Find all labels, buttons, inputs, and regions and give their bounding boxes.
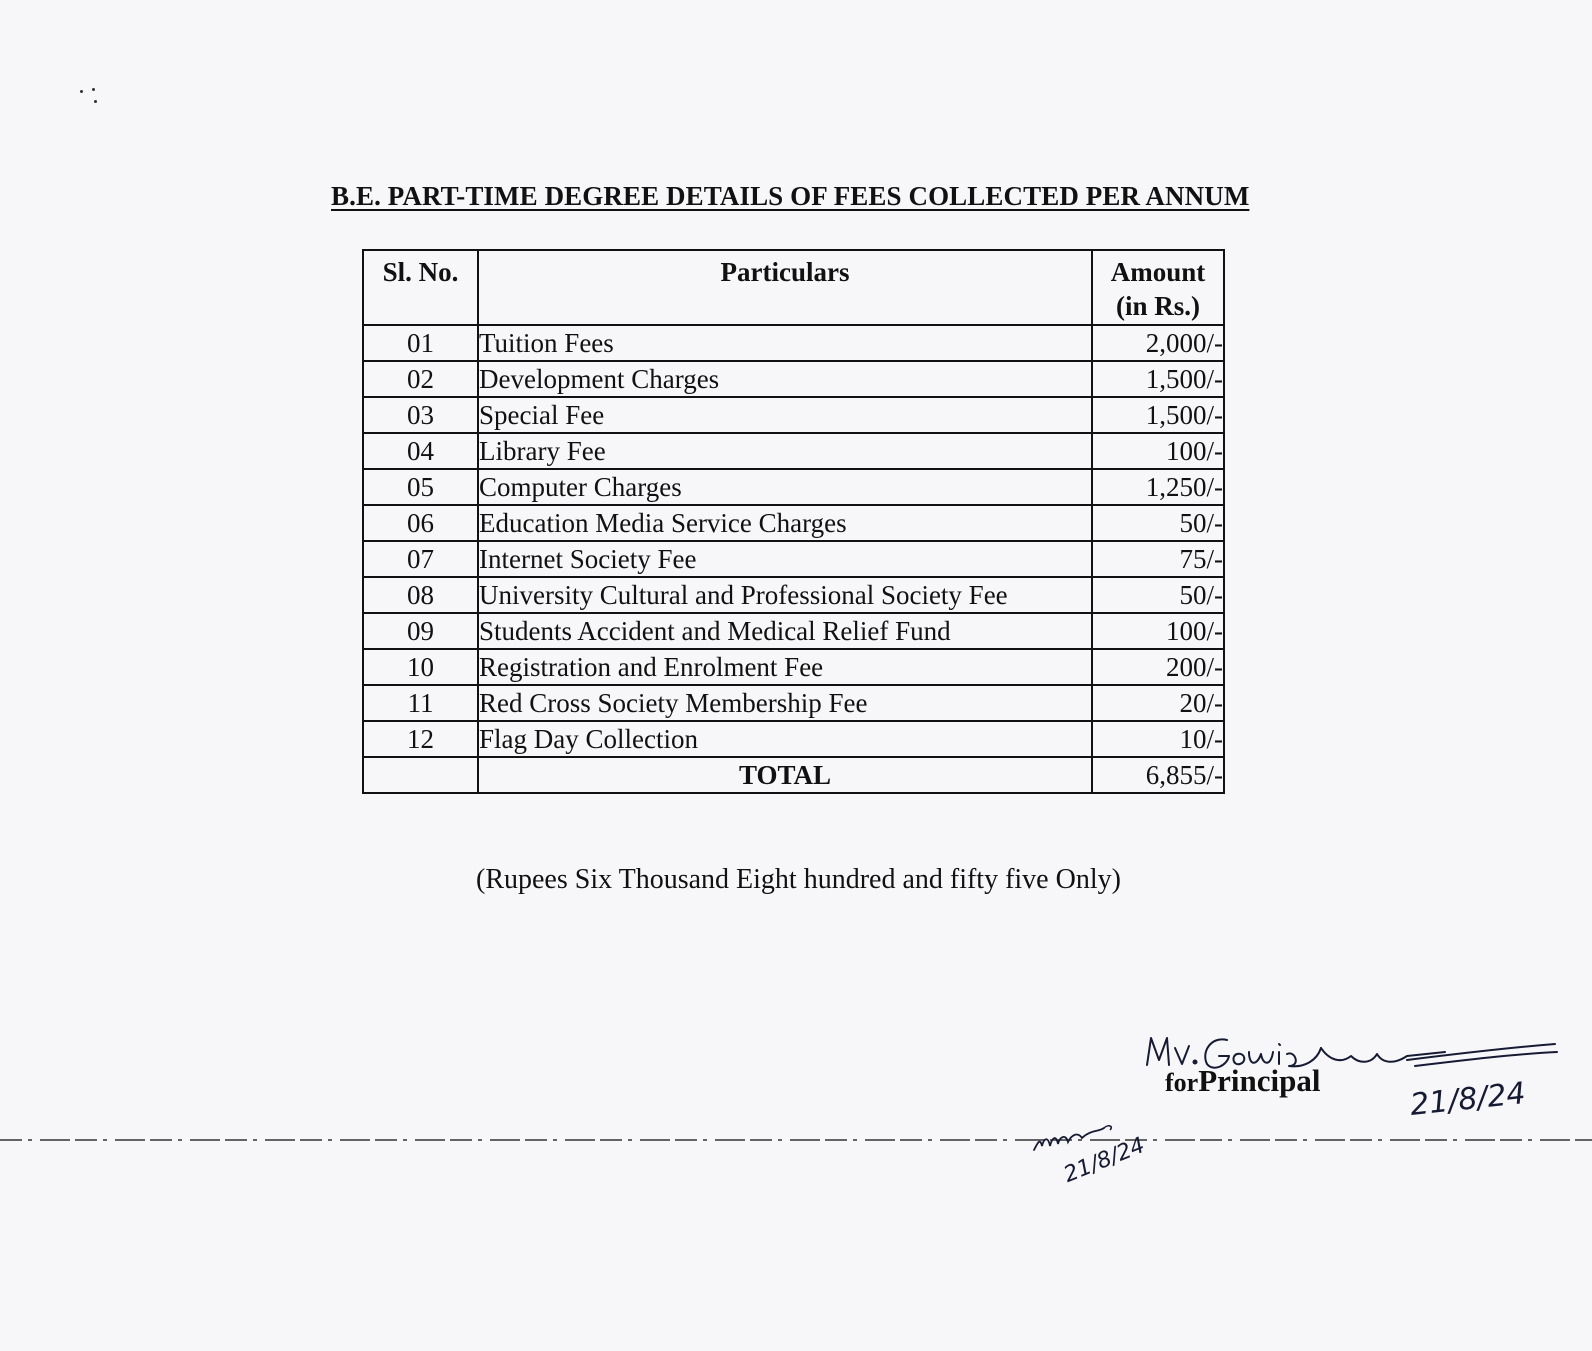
fees-table [362, 249, 1225, 794]
header-particulars: Particulars [478, 250, 1092, 325]
principal-title: Principal [1198, 1063, 1321, 1098]
table-row [363, 613, 1224, 649]
initials-date: 21/8/24 [1060, 1133, 1149, 1188]
table-row [363, 541, 1224, 577]
table-row [363, 325, 1224, 361]
row-particular: University Cultural and Professional Society Fee [478, 577, 1092, 613]
table-row [363, 685, 1224, 721]
scan-speck [92, 88, 95, 91]
row-particular: Registration and Enrolment Fee [478, 649, 1092, 685]
header-amount [1092, 250, 1224, 325]
row-amount: 50/- [1092, 577, 1224, 613]
total-amount: 6,855/- [1092, 757, 1224, 793]
row-particular: Red Cross Society Membership Fee [478, 685, 1092, 721]
scan-speck [94, 100, 97, 103]
total-row [363, 757, 1224, 793]
signature-date: 21/8/24 [1408, 1076, 1528, 1123]
table-row [363, 577, 1224, 613]
header-sl-no: Sl. No. [363, 250, 478, 325]
scan-dashed-line [0, 1138, 1592, 1142]
row-sl-no: 06 [363, 505, 478, 541]
row-sl-no: 02 [363, 361, 478, 397]
row-sl-no: 10 [363, 649, 478, 685]
table-row [363, 469, 1224, 505]
principal-label [1165, 1063, 1320, 1099]
row-amount: 100/- [1092, 433, 1224, 469]
row-sl-no: 01 [363, 325, 478, 361]
row-amount: 1,500/- [1092, 397, 1224, 433]
row-amount: 75/- [1092, 541, 1224, 577]
row-amount: 20/- [1092, 685, 1224, 721]
row-amount: 1,500/- [1092, 361, 1224, 397]
row-particular: Internet Society Fee [478, 541, 1092, 577]
table-row [363, 433, 1224, 469]
row-sl-no: 03 [363, 397, 478, 433]
total-empty-cell [363, 757, 478, 793]
total-label: TOTAL [478, 757, 1092, 793]
row-particular: Computer Charges [478, 469, 1092, 505]
row-amount: 100/- [1092, 613, 1224, 649]
row-sl-no: 11 [363, 685, 478, 721]
amount-in-words: (Rupees Six Thousand Eight hundred and fifty five Only) [476, 864, 1121, 895]
row-particular: Education Media Service Charges [478, 505, 1092, 541]
row-amount: 50/- [1092, 505, 1224, 541]
table-row [363, 397, 1224, 433]
row-sl-no: 04 [363, 433, 478, 469]
row-sl-no: 07 [363, 541, 478, 577]
row-sl-no: 12 [363, 721, 478, 757]
row-particular: Development Charges [478, 361, 1092, 397]
table-header-row [363, 250, 1224, 325]
row-sl-no: 09 [363, 613, 478, 649]
header-amount-line1: Amount [1110, 257, 1206, 287]
table-row [363, 505, 1224, 541]
row-particular: Students Accident and Medical Relief Fund [478, 613, 1092, 649]
row-sl-no: 05 [363, 469, 478, 505]
row-amount: 2,000/- [1092, 325, 1224, 361]
row-sl-no: 08 [363, 577, 478, 613]
row-amount: 1,250/- [1092, 469, 1224, 505]
row-particular: Flag Day Collection [478, 721, 1092, 757]
header-amount-line2: (in Rs.) [1115, 291, 1200, 321]
table-row [363, 649, 1224, 685]
row-particular: Library Fee [478, 433, 1092, 469]
row-particular: Tuition Fees [478, 325, 1092, 361]
row-amount: 10/- [1092, 721, 1224, 757]
table-row [363, 721, 1224, 757]
row-amount: 200/- [1092, 649, 1224, 685]
principal-prefix: for [1165, 1068, 1199, 1097]
page-title: B.E. PART-TIME DEGREE DETAILS OF FEES COLLECTED PER ANNUM [331, 181, 1250, 211]
scan-speck [80, 90, 83, 93]
table-row [363, 361, 1224, 397]
row-particular: Special Fee [478, 397, 1092, 433]
